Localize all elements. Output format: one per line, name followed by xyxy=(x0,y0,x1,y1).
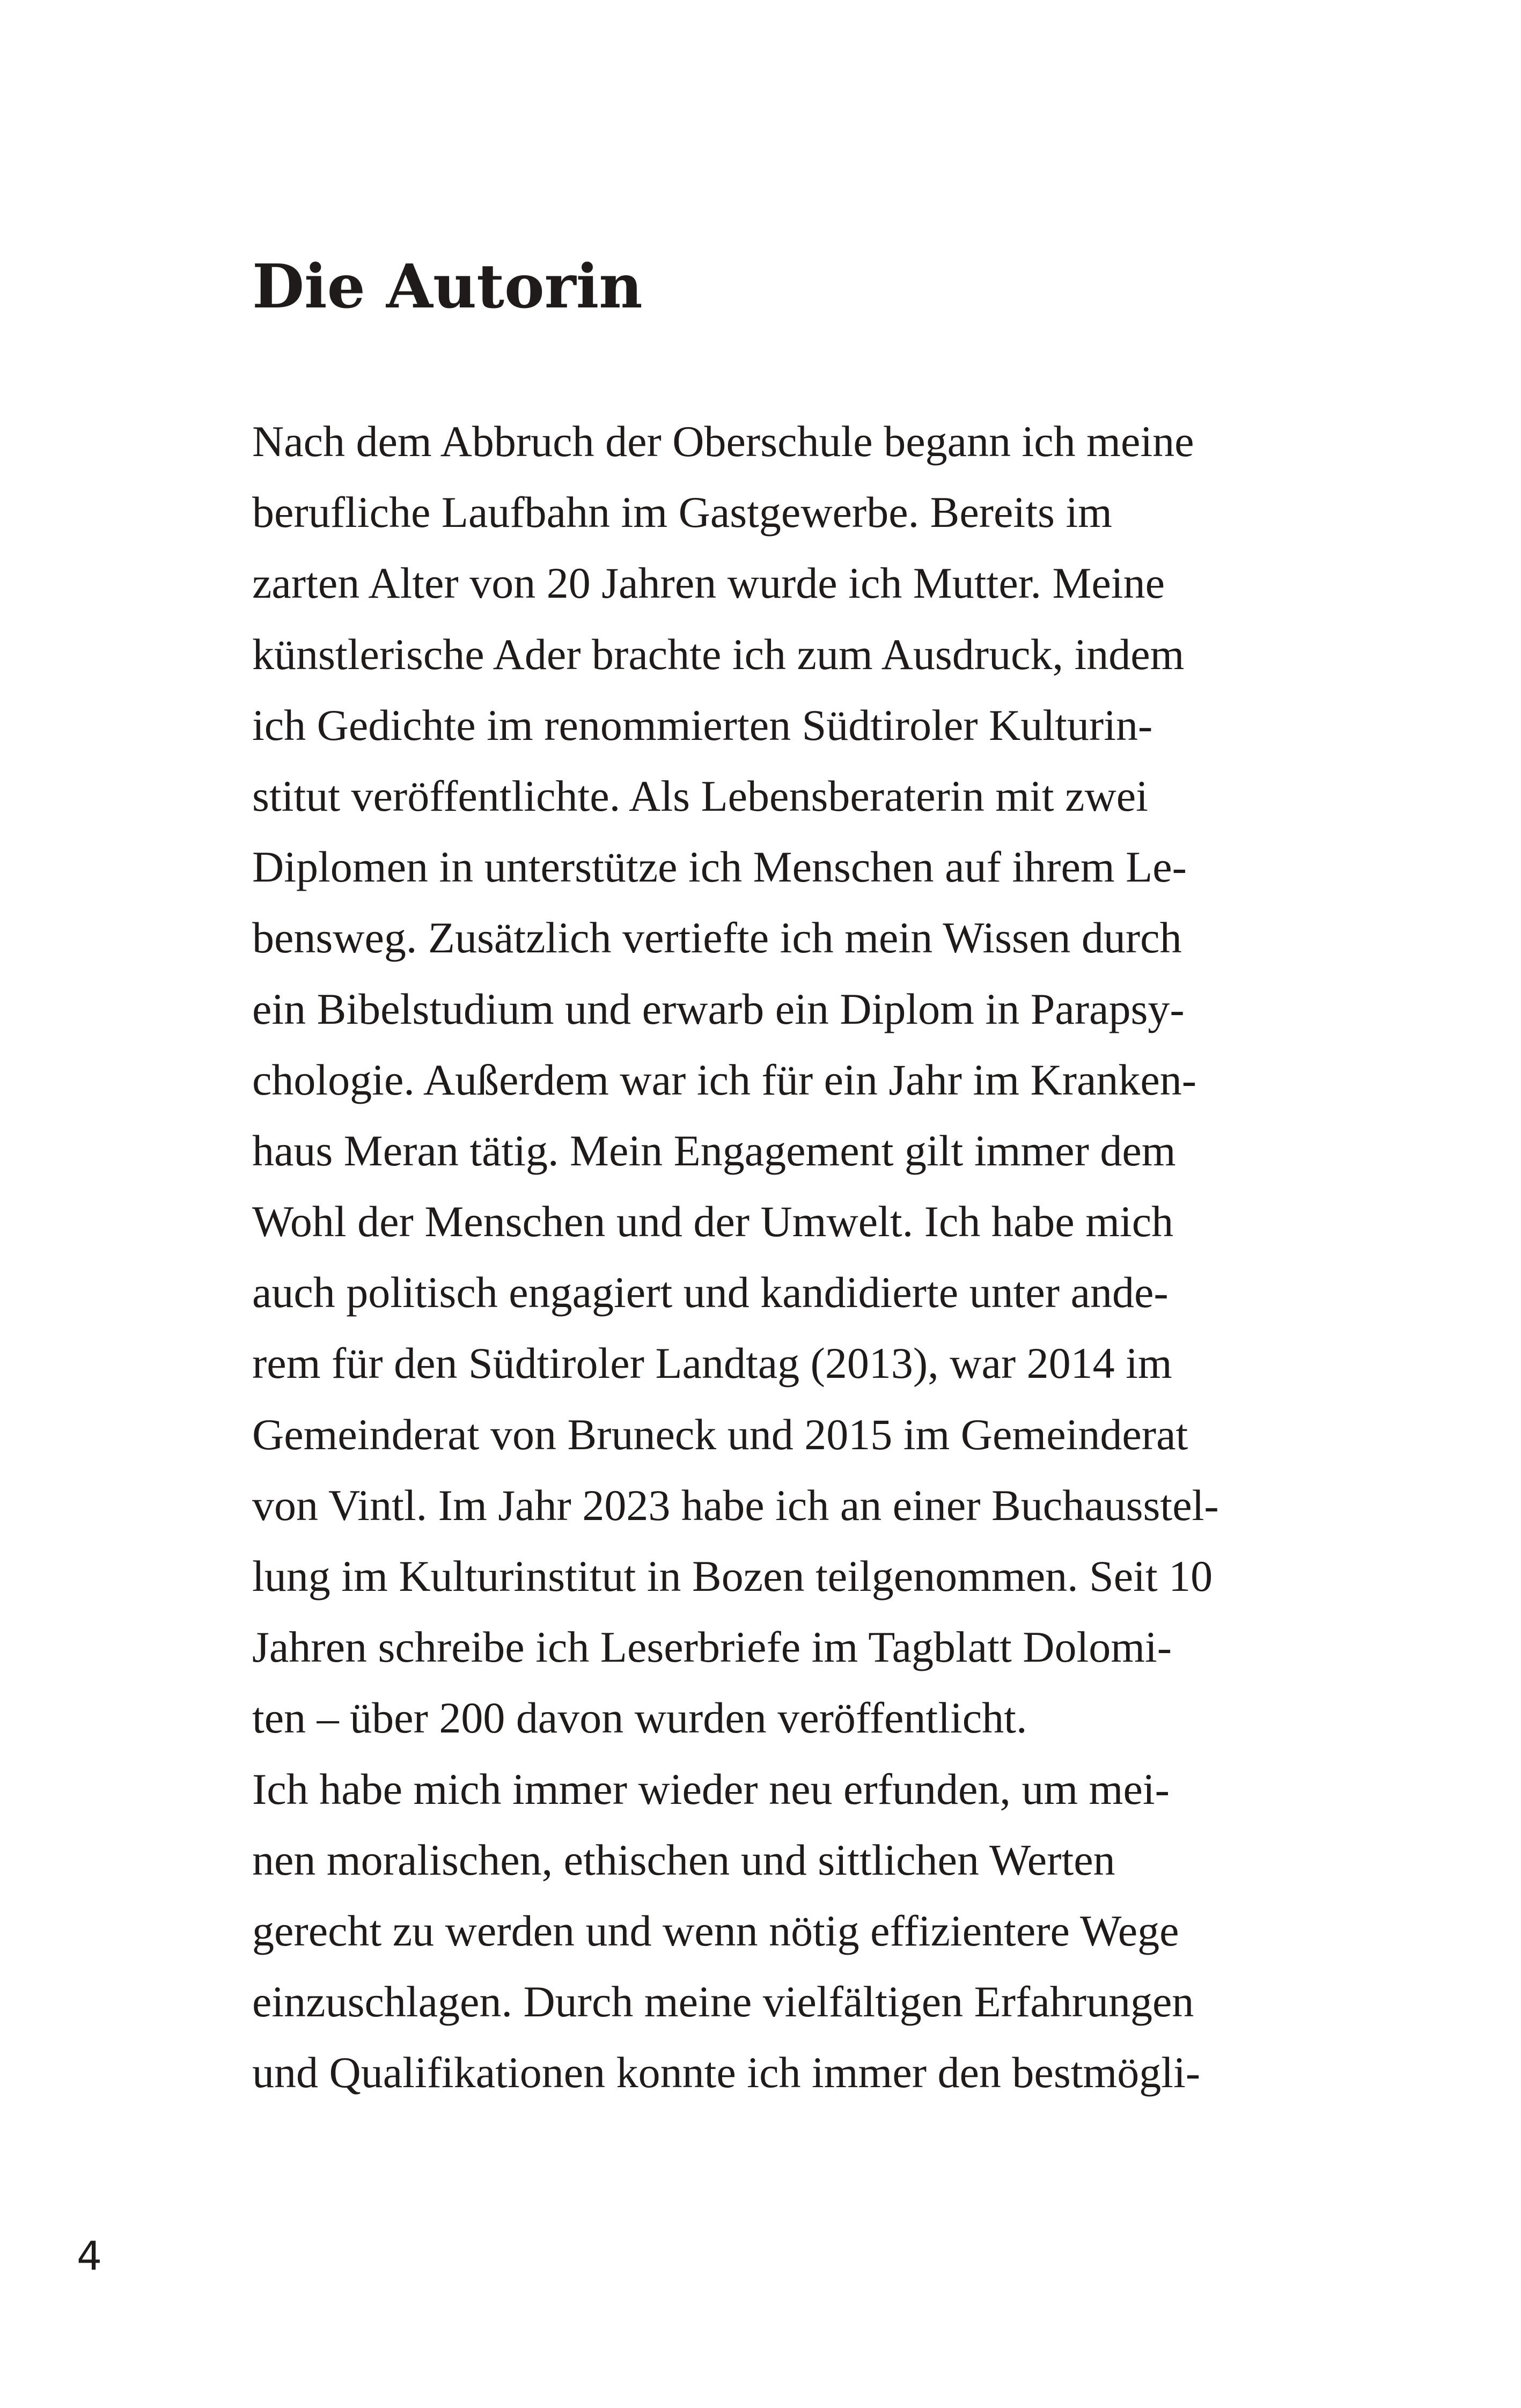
body-text xyxy=(252,406,1304,2109)
text-line: berufliche Laufbahn im Gastgewerbe. Bereits im xyxy=(252,488,1112,537)
text-line: Wohl der Menschen und der Umwelt. Ich habe mich xyxy=(252,1197,1174,1246)
page-number: 4 xyxy=(77,2233,102,2279)
text-line: Diplomen in unterstütze ich Menschen auf ihrem Le- xyxy=(252,842,1187,892)
text-line: zarten Alter von 20 Jahren wurde ich Mutter. Meine xyxy=(252,559,1165,608)
text-line: Ich habe mich immer wieder neu erfunden, um mei- xyxy=(252,1764,1170,1814)
text-line: Gemeinderat von Bruneck und 2015 im Gemeinderat xyxy=(252,1409,1188,1459)
text-line: gerecht zu werden und wenn nötig effizientere Wege xyxy=(252,1906,1179,1955)
text-line: stitut veröffentlichte. Als Lebensberaterin mit zwei xyxy=(252,771,1148,820)
text-line: auch politisch engagiert und kandidierte unter ande- xyxy=(252,1268,1169,1317)
text-line: bensweg. Zusätzlich vertiefte ich mein Wissen durch xyxy=(252,913,1182,963)
text-line: ich Gedichte im renommierten Südtiroler Kulturin- xyxy=(252,700,1153,750)
text-line: haus Meran tätig. Mein Engagement gilt immer dem xyxy=(252,1126,1176,1175)
text-line: Jahren schreibe ich Leserbriefe im Tagblatt Dolomi- xyxy=(252,1623,1172,1672)
text-line: ten – über 200 davon wurden veröffentlicht. xyxy=(252,1693,1027,1743)
page-heading: Die Autorin xyxy=(252,252,643,322)
text-line: Nach dem Abbruch der Oberschule begann ich meine xyxy=(252,417,1194,466)
text-line: künstlerische Ader brachte ich zum Ausdruck, indem xyxy=(252,629,1185,679)
text-line: lung im Kulturinstitut in Bozen teilgenommen. Seit 10 xyxy=(252,1552,1213,1601)
text-line: ein Bibelstudium und erwarb ein Diplom in Parapsy- xyxy=(252,984,1185,1033)
text-line: nen moralischen, ethischen und sittlichen Werten xyxy=(252,1835,1115,1884)
text-line: rem für den Südtiroler Landtag (2013), war 2014 im xyxy=(252,1339,1172,1388)
text-line: von Vintl. Im Jahr 2023 habe ich an einer Buchausstel- xyxy=(252,1480,1219,1530)
text-line: einzuschlagen. Durch meine vielfältigen Erfahrungen xyxy=(252,1977,1194,2027)
text-line: chologie. Außerdem war ich für ein Jahr im Kranken- xyxy=(252,1055,1197,1104)
text-line: und Qualifikationen konnte ich immer den bestmögli- xyxy=(252,2048,1201,2097)
